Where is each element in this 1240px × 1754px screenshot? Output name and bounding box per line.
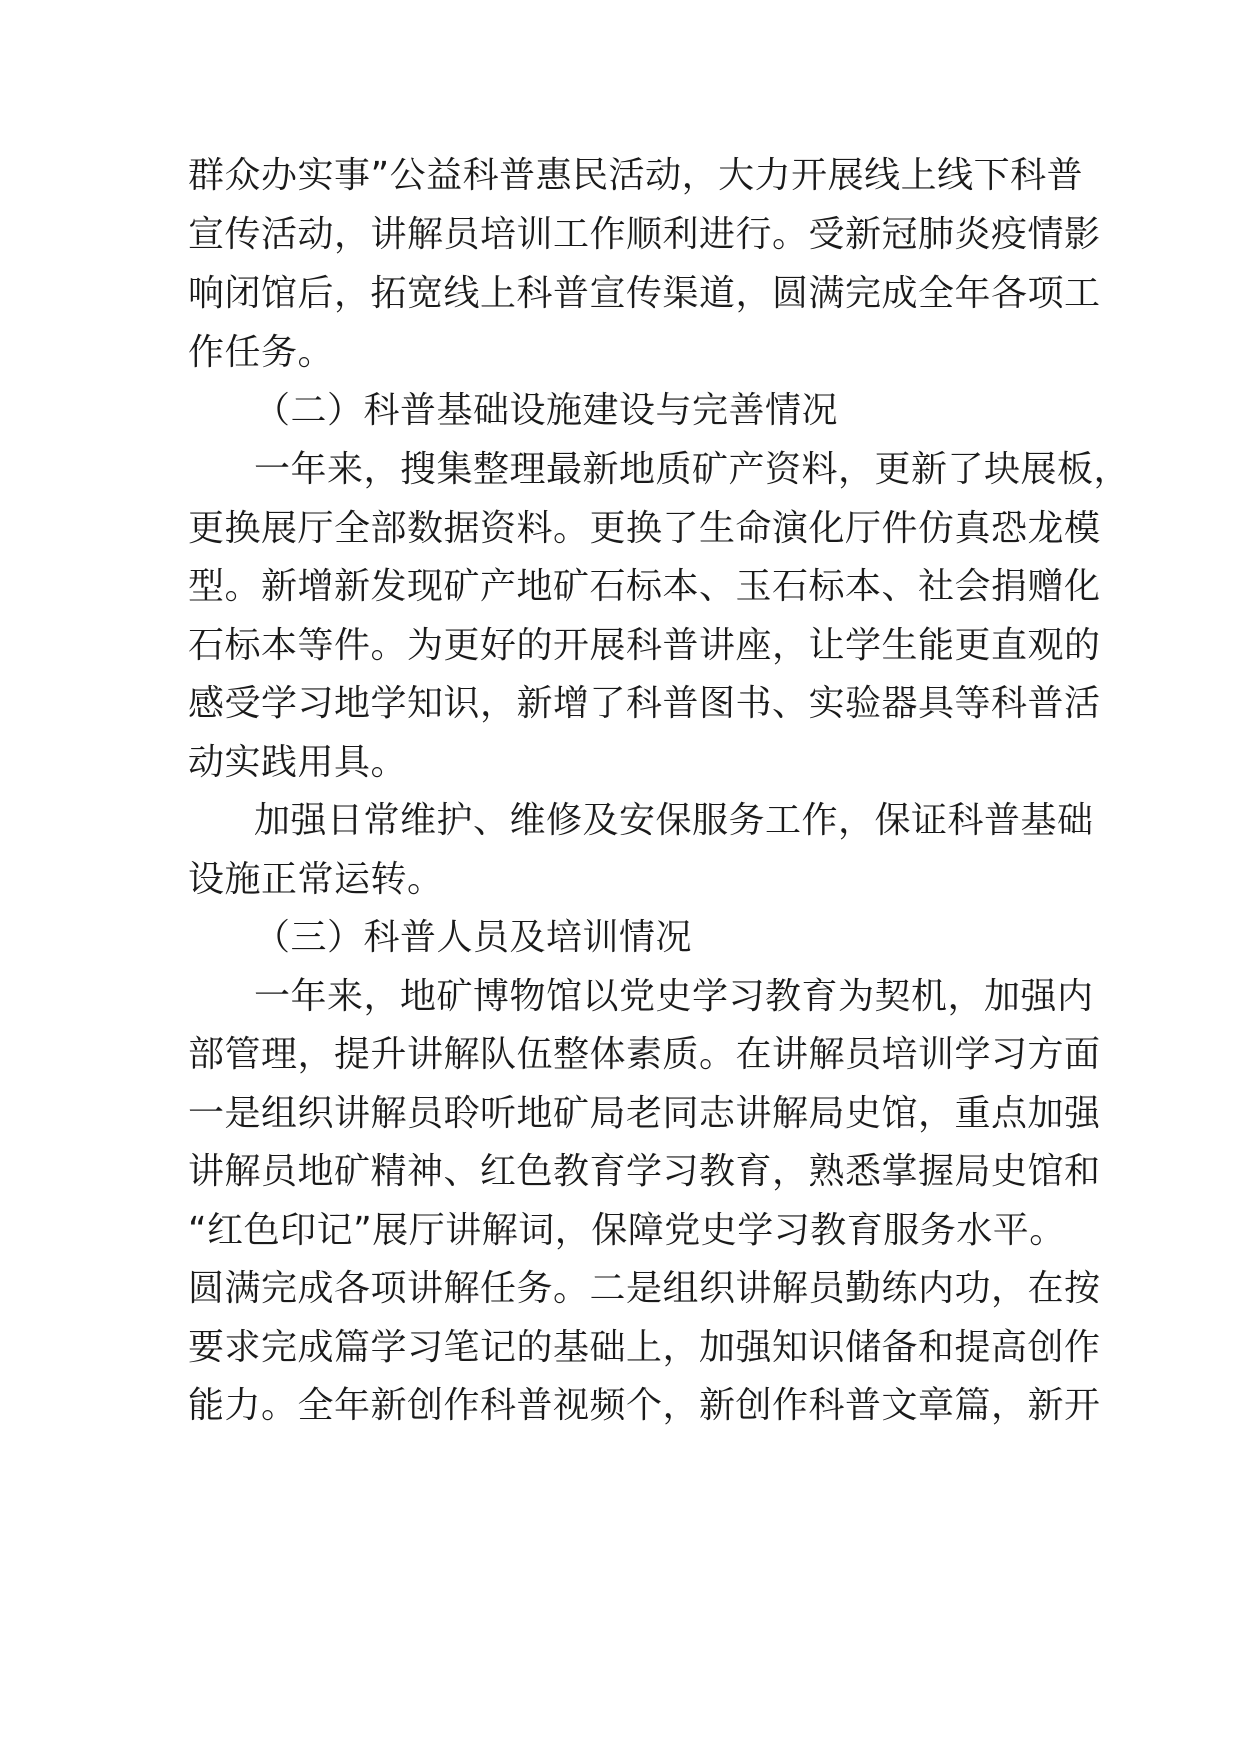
paragraph-line: 能力。全年新创作科普视频个，新创作科普文章篇，新开 <box>188 1385 1101 1426</box>
paragraph-line: 讲解员地矿精神、红色教育学习教育，熟悉掌握局史馆和 <box>188 1151 1101 1192</box>
paragraph-line: “红色印记”展厅讲解词，保障党史学习教育服务水平。 <box>188 1210 1066 1251</box>
paragraph-line: 石标本等件。为更好的开展科普讲座，让学生能更直观的 <box>188 625 1101 666</box>
section-heading: （二）科普基础设施建设与完善情况 <box>254 390 839 431</box>
paragraph-line: 作任务。 <box>188 332 335 373</box>
paragraph-line: 型。新增新发现矿产地矿石标本、玉石标本、社会捐赠化 <box>188 566 1101 607</box>
paragraph-line: 感受学习地学知识，新增了科普图书、实验器具等科普活 <box>188 683 1101 724</box>
paragraph-line: 更换展厅全部数据资料。更换了生命演化厅件仿真恐龙模 <box>188 508 1101 549</box>
paragraph-line: 一年来，搜集整理最新地质矿产资料，更新了块展板， <box>254 449 1131 490</box>
paragraph-line: 圆满完成各项讲解任务。二是组织讲解员勤练内功，在按 <box>188 1268 1101 1309</box>
paragraph-line: 设施正常运转。 <box>188 859 444 900</box>
paragraph-line: 群众办实事”公益科普惠民活动，大力开展线上线下科普 <box>188 155 1084 196</box>
paragraph-line: 一年来，地矿博物馆以党史学习教育为契机，加强内 <box>254 976 1094 1017</box>
paragraph-line: 宣传活动，讲解员培训工作顺利进行。受新冠肺炎疫情影 <box>188 214 1101 255</box>
paragraph-line: 动实践用具。 <box>188 742 408 783</box>
paragraph-line: 加强日常维护、维修及安保服务工作，保证科普基础 <box>254 800 1094 841</box>
paragraph-line: 部管理，提升讲解队伍整体素质。在讲解员培训学习方面 <box>188 1034 1101 1075</box>
paragraph-line: 要求完成篇学习笔记的基础上，加强知识储备和提高创作 <box>188 1327 1101 1368</box>
section-heading: （三）科普人员及培训情况 <box>254 917 693 958</box>
paragraph-line: 响闭馆后，拓宽线上科普宣传渠道，圆满完成全年各项工 <box>188 273 1101 314</box>
paragraph-line: 一是组织讲解员聆听地矿局老同志讲解局史馆，重点加强 <box>188 1093 1101 1134</box>
